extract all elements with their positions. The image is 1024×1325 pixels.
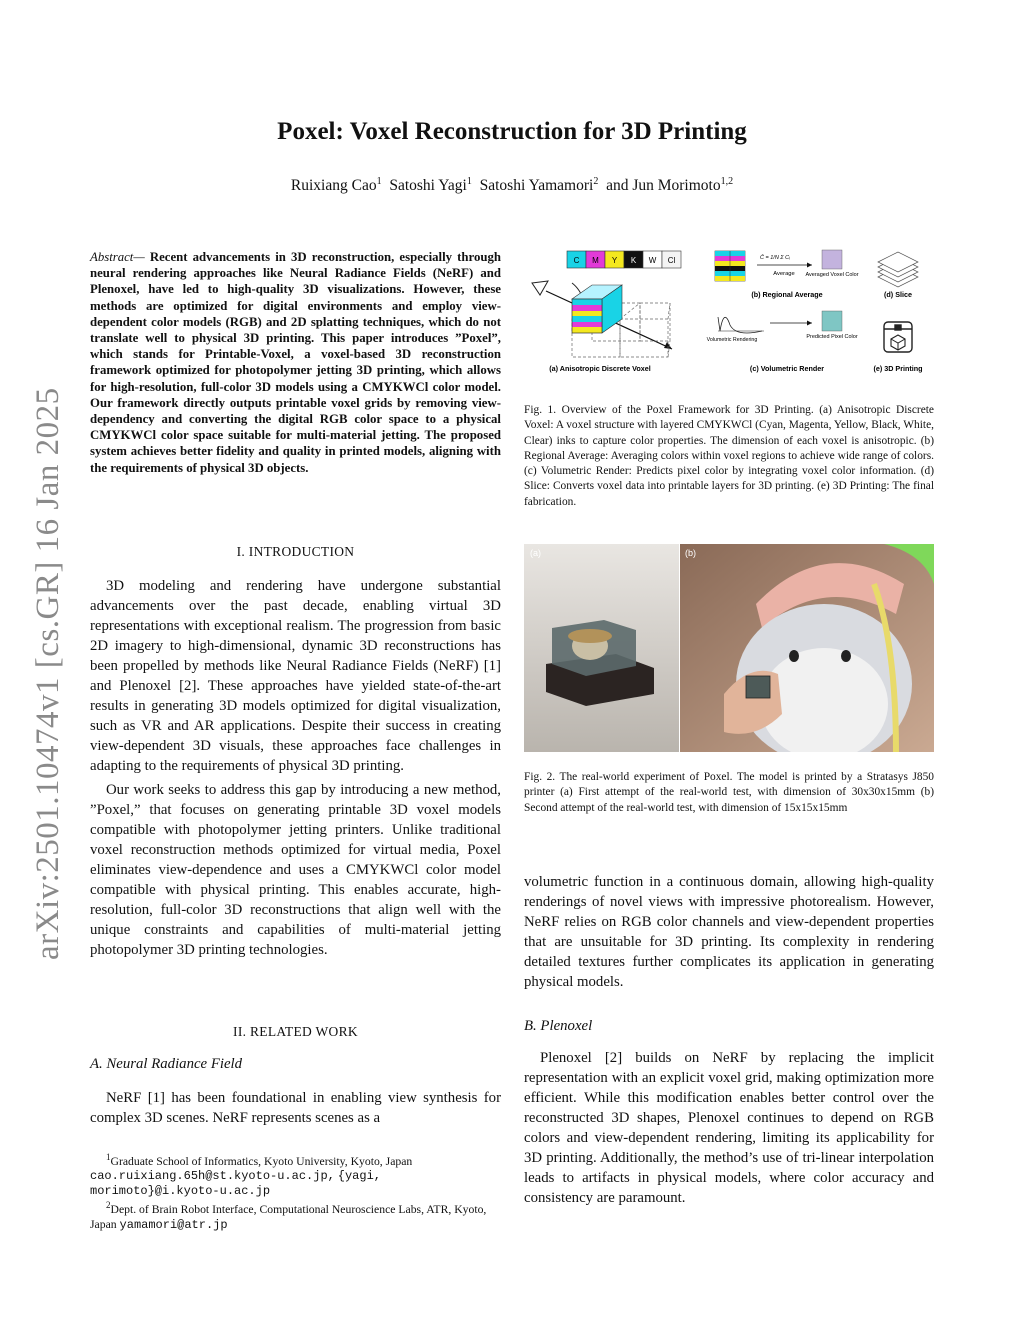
regional-average-grid [715,251,745,281]
penguin-eye-right [841,650,851,662]
subsection-plenoxel: B. Plenoxel [524,1018,593,1034]
average-word: Average [773,271,795,277]
label-e: (e) 3D Printing [873,364,923,373]
figure-2-caption: Fig. 2. The real-world experiment of Poxel. The model is printed by a Stratasys J850 printer (a) First attempt of the real-world test, with dimension of 30x30x15mm (b) Second attempt of the real-world test, with dimension of 15x15x15mm [524,771,934,814]
panel-a-label: (a) [530,548,541,558]
plenoxel-paragraph [524,1048,934,1208]
nerf-paragraph-right: volumetric function in a continuous domain, allowing high-quality renderings of novel views with impressive photorealism. However, NeRF relies on RGB color channels and view-dependent properties that are unsuitable for 3D printing. Its complexity in rendering detailed textures further complicates its application in generating physical models. [524,874,934,990]
nerf-paragraph-left-text: NeRF [1] has been foundational in enabling view synthesis for complex 3D scenes. NeRF represents scenes as a [90,1090,501,1126]
average-formula: Ĉ = 1/N Σ Cᵢ [760,255,790,261]
penguin-eye-left [789,650,799,662]
plenoxel-paragraph-text: Plenoxel [2] builds on NeRF by replacing the implicit representation with an explicit voxel grid, making optimization more efficient. While this modification enables better control over the reconstructed 3D shapes, Plenoxel continues to depend on RGB colors and view-dependent rendering, limiting its applicability for 3D printing. Additionally, the method’s use of tri-linear interpolation leads to artifacts in physical models, where color accuracy and consistency are paramount. [524,1050,934,1206]
footnote-1: $^1$Graduate School of Informatics, Kyoto University, Kyoto, Japan [106,1152,413,1168]
ink-label-w: W [648,256,657,265]
panel-b-label: (b) [685,548,696,558]
figure-2-photos [524,544,934,752]
nerf-paragraph-left [90,1088,501,1128]
author-3-aff: 2 [593,176,599,187]
author-2: Satoshi Yagi [389,177,467,195]
intro-paragraph-2: Our work seeks to address this gap by introducing a new method, ”Poxel,” that focuses on generating printable 3D voxel models compatible with photopolymer jetting printers. Unlike traditional voxel reconstruction methods optimized for virtual media, Poxel eliminates view-dependence and uses a CMYKWCl color model compatible with physical printing. This enables accurate, high-resolution, full-color 3D reconstructions that align well with the unique constraints and capabilities of multi-material jetting photopolymer 3D printing technologies. [90,782,501,958]
footnote-1-emails [90,1169,501,1184]
email-morimoto[interactable]: morimoto}@i.kyoto-u.ac.jp [90,1183,271,1198]
introduction-body [90,576,501,960]
section-heading-related-work: II. RELATED WORK [233,1024,358,1039]
ink-label-c: C [573,256,580,265]
figure-1-caption: Fig. 1. Overview of the Poxel Framework for 3D Printing. (a) Anisotropic Discrete Voxel: A voxel structure with layered CMYKWCl (Cyan, Magenta, Yellow, Black, White, Clear) inks to capture color properties. The dimension of each voxel is anisotropic. (b) Regional Average: Averaging colors within voxel regions to achieve wide range of colors. (c) Volumetric Render: Predicts pixel color by integrating voxel color information. (d) Slice: Converts voxel data into printable layers for 3D printing. (e) 3D Printing: The final fabrication. [524,404,934,508]
predicted-color-swatch [822,311,842,331]
author-4-aff: 1,2 [720,176,734,187]
abstract-text: Recent advancements in 3D reconstruction, especially through neural rendering approaches like Neural Radiance Fields (NeRF) and Plenoxel, have led to high-quality 3D visualizations. However, these methods are optimized for digital environments and employ view-dependent color models (RGB) and 2D splatting techniques, which do not translate well to physical 3D printing. This paper introduces ”Poxel”, which stands for Printable-Voxel, a voxel-based 3D reconstruction framework optimized for photopolymer jetting 3D printing, which allows for high-resolution, full-color 3D models using a CMYKWCl color model. Our framework directly outputs printable voxel grids by removing view-dependency and converting the digital RGB color space to a physical CMYKWCl color space suitable for multi-material jetting. The proposed system achieves better fidelity and quality in printed models, aligning with the requirements of physical 3D objects. [90,250,501,475]
density-curve [718,317,762,333]
ink-label-m: M [592,256,599,265]
label-a: (a) Anisotropic Discrete Voxel [549,364,651,373]
abstract [90,249,501,476]
abstract-label: Abstract— [90,250,145,264]
ink-label-cl: Cl [667,256,676,265]
footnote-2: $^2$Dept. of Brain Robot Interface, Computational Neuroscience Labs, ATR, Kyoto, Japan yamamori@atr.jp [90,1200,487,1232]
printed-cube-b [746,676,770,698]
label-c: (c) Volumetric Render [749,364,825,373]
average-arrowhead [807,263,812,268]
paper-title: Poxel: Voxel Reconstruction for 3D Printing [277,118,747,145]
email-yamamori[interactable]: yamamori@atr.jp [119,1217,228,1232]
author-list [0,176,1024,195]
footnote-2-text: Dept. of Brain Robot Interface, Computational Neuroscience Labs, ATR, Kyoto, Japan [90,1203,487,1231]
author-3: Satoshi Yamamori [479,177,594,195]
footnotes [90,1150,501,1232]
author-1: Ruixiang Cao [290,177,377,195]
subsection-neural-radiance-field: A. Neural Radiance Field [90,1056,243,1072]
email-cao[interactable]: cao.ruixiang.65h@st.kyoto-u.ac.jp, [90,1169,335,1184]
ink-label-k: K [630,256,637,265]
email-yagi[interactable]: {yagi, [337,1169,381,1184]
author-1-aff: 1 [376,176,382,187]
camera-icon [532,281,548,295]
render-arrowhead [807,321,812,326]
section-heading-introduction: I. INTRODUCTION [236,544,355,559]
averaged-color-label: Averaged Voxel Color [805,272,859,278]
volumetric-rendering-label: Volumetric Rendering [706,337,758,343]
author-2-aff: 1 [466,176,472,187]
averaged-color-swatch [822,250,842,269]
cube-a-hat [568,629,612,643]
intro-paragraph-1: 3D modeling and rendering have undergone substantial advancements over the past decade, enabling virtual 3D representations with exceptional realism. The progression from basic 2D imagery to high-dimensional, dynamic 3D reconstructions has been propelled by methods like Neural Radiance Fields (NeRF) [1] and Plenoxel [2]. These approaches have yielded state-of-the-art results in generating 3D models optimized for digital visualization, such as VR and AR applications. Despite their success in creating view-dependent 3D visuals, these approaches face challenges in adapting to the requirements of physical 3D printing. [90,578,501,774]
arxiv-identifier: arXiv:2501.10474v1 [cs.GR] 16 Jan 2025 [30,387,66,960]
figure-1-diagram [522,245,936,395]
label-b: (b) Regional Average [751,290,823,299]
predicted-color-label: Predicted Pixel Color [806,334,858,340]
printer-icon [884,322,912,352]
label-d: (d) Slice [884,290,912,299]
ink-legend [567,251,681,268]
ink-label-y: Y [611,256,618,265]
author-4: and Jun Morimoto [606,177,721,195]
footnote-1-text: Graduate School of Informatics, Kyoto University, Kyoto, Japan [110,1154,413,1168]
slice-layers-icon [878,252,918,287]
